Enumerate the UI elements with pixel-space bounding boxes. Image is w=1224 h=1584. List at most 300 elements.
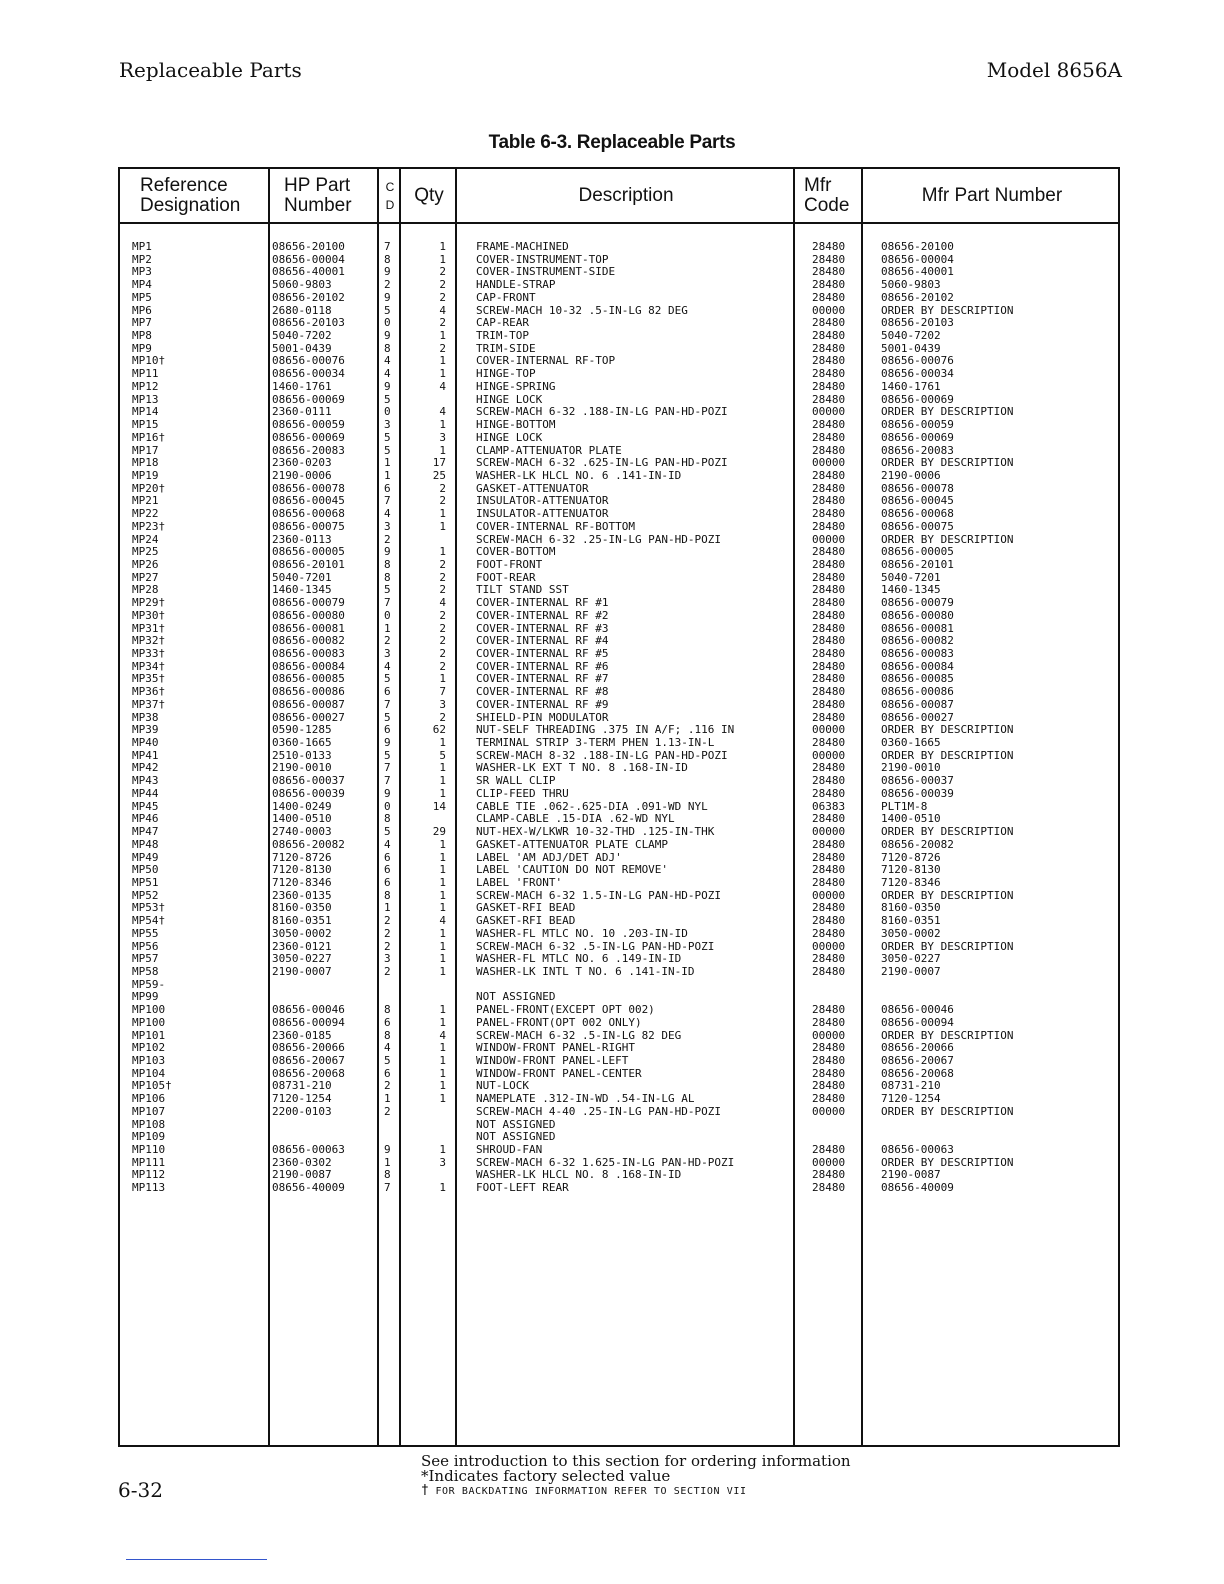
cell-mfr-part-number: 08656-00069 xyxy=(881,392,954,406)
cell-hp-part: 08656-00076 xyxy=(272,354,345,368)
cell-qty: 2 xyxy=(439,494,446,508)
cell-hp-part: 08656-20103 xyxy=(272,316,345,330)
cell-mfr-code: 00000 xyxy=(812,888,846,902)
cell-cd: 5 xyxy=(384,748,391,762)
cell-mfr-part-number: 08656-00027 xyxy=(881,710,954,724)
cell-description: SCREW-MACH 6-32 .5-IN-LG PAN-HD-POZI xyxy=(476,939,715,953)
cell-cd: 9 xyxy=(384,379,391,393)
cell-mfr-code: 00000 xyxy=(812,939,846,953)
cell-mfr-part-number: 08656-00078 xyxy=(881,481,954,495)
header-rule xyxy=(118,222,1120,224)
cell-cd: 6 xyxy=(384,685,391,699)
cell-cd: 5 xyxy=(384,710,391,724)
cell-description: HINGE-BOTTOM xyxy=(476,418,556,432)
cell-cd: 8 xyxy=(384,341,391,355)
cell-reference: MP4 xyxy=(132,278,152,292)
col-hp-part-number: HP Part Number xyxy=(284,174,352,216)
table-row xyxy=(118,699,1120,712)
cell-description: HANDLE-STRAP xyxy=(476,278,556,292)
table-row xyxy=(118,597,1120,610)
cell-cd: 4 xyxy=(384,837,391,851)
cell-cd: 6 xyxy=(384,481,391,495)
cell-hp-part: 8160-0350 xyxy=(272,901,332,915)
table-row xyxy=(118,928,1120,941)
cell-qty: 1 xyxy=(439,1066,446,1080)
cell-mfr-part-number: 08656-00046 xyxy=(881,1003,954,1017)
cell-mfr-code: 00000 xyxy=(812,303,846,317)
cell-reference: MP110 xyxy=(132,1143,166,1157)
running-header-model: Model 8656A xyxy=(986,58,1122,82)
table-row xyxy=(118,572,1120,585)
cell-description: COVER-INTERNAL RF #9 xyxy=(476,697,609,711)
cell-mfr-part-number: 08731-210 xyxy=(881,1079,941,1093)
table-row xyxy=(118,355,1120,368)
cell-description: SCREW-MACH 4-40 .25-IN-LG PAN-HD-POZI xyxy=(476,1104,722,1118)
cell-mfr-part-number: 5060-9803 xyxy=(881,278,941,292)
cell-hp-part: 08656-00045 xyxy=(272,494,345,508)
cell-mfr-part-number: 08656-20102 xyxy=(881,290,954,304)
cell-cd: 2 xyxy=(384,634,391,648)
cell-description: SCREW-MACH 8-32 .188-IN-LG PAN-HD-POZI xyxy=(476,748,728,762)
cell-reference: MP111 xyxy=(132,1155,166,1169)
table-row xyxy=(118,635,1120,648)
cell-qty: 1 xyxy=(439,252,446,266)
cell-qty: 1 xyxy=(439,1015,446,1029)
cell-reference: MP9 xyxy=(132,341,152,355)
table-row xyxy=(118,673,1120,686)
cell-hp-part: 3050-0227 xyxy=(272,952,332,966)
col-cd: C D xyxy=(385,179,395,212)
cell-mfr-part-number: ORDER BY DESCRIPTION xyxy=(881,1104,1014,1118)
cell-mfr-part-number: 08656-40001 xyxy=(881,265,954,279)
cell-qty: 2 xyxy=(439,557,446,571)
cell-cd: 2 xyxy=(384,926,391,940)
cell-description: COVER-INTERNAL RF #2 xyxy=(476,608,609,622)
footer-backdating-note: † FOR BACKDATING INFORMATION REFER TO SECTION VII xyxy=(421,1483,747,1498)
cell-hp-part: 08656-00069 xyxy=(272,392,345,406)
cell-mfr-code: 28480 xyxy=(812,621,846,635)
cell-hp-part: 2360-0135 xyxy=(272,888,332,902)
cell-reference: MP21 xyxy=(132,494,159,508)
cell-qty: 1 xyxy=(439,1181,446,1195)
cell-reference: MP3 xyxy=(132,265,152,279)
cell-mfr-part-number: 08656-00004 xyxy=(881,252,954,266)
cell-hp-part: 08656-00081 xyxy=(272,621,345,635)
cell-mfr-part-number: 2190-0006 xyxy=(881,468,941,482)
cell-mfr-code: 28480 xyxy=(812,875,846,889)
cell-description: WASHER-LK EXT T NO. 8 .168-IN-ID xyxy=(476,761,688,775)
cell-cd: 4 xyxy=(384,507,391,521)
row-group xyxy=(118,241,1120,305)
cell-reference: MP50 xyxy=(132,863,159,877)
table-row xyxy=(118,381,1120,394)
table-row xyxy=(118,266,1120,279)
cell-reference: MP57 xyxy=(132,952,159,966)
cell-qty: 1 xyxy=(439,1143,446,1157)
cell-description: COVER-INSTRUMENT-SIDE xyxy=(476,265,616,279)
cell-mfr-part-number: ORDER BY DESCRIPTION xyxy=(881,1155,1014,1169)
cell-mfr-part-number: 08656-20067 xyxy=(881,1054,954,1067)
cell-mfr-code: 28480 xyxy=(812,290,846,304)
cell-description: NUT-HEX-W/LKWR 10-32-THD .125-IN-THK xyxy=(476,825,715,839)
cell-cd: 9 xyxy=(384,265,391,279)
table-row xyxy=(118,495,1120,508)
cell-description: LABEL 'FRONT' xyxy=(476,875,563,889)
cell-reference: MP43 xyxy=(132,774,159,788)
cell-cd: 8 xyxy=(384,1028,391,1042)
cell-qty: 1 xyxy=(439,952,446,966)
table-row xyxy=(118,241,1120,254)
cell-mfr-code: 28480 xyxy=(812,1143,846,1157)
cell-mfr-part-number: 8160-0350 xyxy=(881,901,941,915)
cell-mfr-code: 28480 xyxy=(812,697,846,711)
table-row xyxy=(118,762,1120,775)
table-row xyxy=(118,305,1120,318)
cell-hp-part: 2190-0007 xyxy=(272,964,332,978)
cell-mfr-code: 28480 xyxy=(812,494,846,508)
cell-reference: MP100 xyxy=(132,1003,166,1017)
cell-hp-part: 0360-1665 xyxy=(272,736,332,750)
cell-reference: MP10† xyxy=(132,354,166,368)
cell-reference: MP44 xyxy=(132,786,159,800)
cell-reference: MP1 xyxy=(132,240,152,253)
cell-mfr-code: 28480 xyxy=(812,659,846,673)
cell-reference: MP39 xyxy=(132,723,159,737)
row-group xyxy=(118,686,1120,750)
cell-description: SHIELD-PIN MODULATOR xyxy=(476,710,609,724)
table-row xyxy=(118,546,1120,559)
table-row xyxy=(118,826,1120,839)
cell-hp-part: 08656-00039 xyxy=(272,786,345,800)
cell-cd: 9 xyxy=(384,545,391,559)
cell-hp-part: 08656-00079 xyxy=(272,596,345,610)
cell-mfr-code: 28480 xyxy=(812,1092,846,1106)
cell-qty: 1 xyxy=(439,964,446,978)
cell-cd: 9 xyxy=(384,736,391,750)
cell-mfr-code: 28480 xyxy=(812,1181,846,1195)
cell-hp-part: 08656-00086 xyxy=(272,685,345,699)
cell-description: NOT ASSIGNED xyxy=(476,1130,556,1144)
cell-mfr-code: 28480 xyxy=(812,379,846,393)
cell-qty: 25 xyxy=(432,468,446,482)
row-group xyxy=(118,1131,1120,1195)
row-group xyxy=(118,1004,1120,1068)
table-row xyxy=(118,292,1120,305)
cell-reference: MP56 xyxy=(132,939,159,953)
cell-mfr-code: 28480 xyxy=(812,570,846,584)
cell-hp-part: 08656-00085 xyxy=(272,672,345,686)
table-row xyxy=(118,1093,1120,1106)
cell-qty: 1 xyxy=(439,850,446,864)
cell-mfr-part-number: 3050-0227 xyxy=(881,952,941,966)
cell-reference: MP107 xyxy=(132,1104,166,1118)
cell-mfr-code: 28480 xyxy=(812,901,846,915)
cell-qty: 2 xyxy=(439,710,446,724)
table-row xyxy=(118,877,1120,890)
cell-hp-part: 08656-00005 xyxy=(272,545,345,559)
cell-description: NUT-SELF THREADING .375 IN A/F; .116 IN xyxy=(476,723,735,737)
cell-description: COVER-INTERNAL RF #3 xyxy=(476,621,609,635)
cell-mfr-part-number: 08656-20103 xyxy=(881,316,954,330)
cell-mfr-part-number: 08656-20066 xyxy=(881,1041,954,1055)
cell-description: LABEL 'CAUTION DO NOT REMOVE' xyxy=(476,863,669,877)
cell-hp-part: 08656-20100 xyxy=(272,240,345,253)
table-row xyxy=(118,483,1120,496)
cell-mfr-code: 00000 xyxy=(812,748,846,762)
cell-cd: 2 xyxy=(384,939,391,953)
cell-qty: 1 xyxy=(439,1054,446,1067)
cell-cd: 6 xyxy=(384,1066,391,1080)
cell-hp-part: 08656-20066 xyxy=(272,1041,345,1055)
cell-mfr-part-number: 3050-0002 xyxy=(881,926,941,940)
cell-qty: 1 xyxy=(439,354,446,368)
cell-reference: MP2 xyxy=(132,252,152,266)
cell-hp-part: 08656-00063 xyxy=(272,1143,345,1157)
table-row xyxy=(118,661,1120,674)
cell-hp-part: 2360-0185 xyxy=(272,1028,332,1042)
cell-mfr-part-number: 08656-00045 xyxy=(881,494,954,508)
cell-reference: MP112 xyxy=(132,1168,166,1182)
cell-mfr-code: 28480 xyxy=(812,837,846,851)
cell-reference: MP15 xyxy=(132,418,159,432)
cell-reference: MP30† xyxy=(132,608,166,622)
cell-description: INSULATOR-ATTENUATOR xyxy=(476,494,609,508)
cell-mfr-part-number: 08656-00079 xyxy=(881,596,954,610)
cell-reference: MP38 xyxy=(132,710,159,724)
cell-mfr-part-number: ORDER BY DESCRIPTION xyxy=(881,456,1014,470)
cell-description: COVER-INTERNAL RF-TOP xyxy=(476,354,616,368)
cell-mfr-part-number: ORDER BY DESCRIPTION xyxy=(881,405,1014,419)
cell-description: GASKET-RFI BEAD xyxy=(476,914,576,928)
cell-mfr-code: 28480 xyxy=(812,1054,846,1067)
cell-cd: 5 xyxy=(384,672,391,686)
cell-mfr-part-number: 5040-7201 xyxy=(881,570,941,584)
cell-qty: 2 xyxy=(439,583,446,597)
cell-hp-part: 08656-00059 xyxy=(272,418,345,432)
cell-description: NUT-LOCK xyxy=(476,1079,529,1093)
cell-hp-part: 08656-00094 xyxy=(272,1015,345,1029)
cell-mfr-code: 06383 xyxy=(812,799,846,813)
cell-mfr-code: 28480 xyxy=(812,545,846,559)
cell-mfr-part-number: 08656-00080 xyxy=(881,608,954,622)
cell-hp-part: 08656-00068 xyxy=(272,507,345,521)
cell-mfr-code: 28480 xyxy=(812,672,846,686)
cell-cd: 2 xyxy=(384,278,391,292)
table-row xyxy=(118,584,1120,597)
cell-description: INSULATOR-ATTENUATOR xyxy=(476,507,609,521)
running-header-section: Replaceable Parts xyxy=(119,58,302,82)
cell-qty: 2 xyxy=(439,265,446,279)
table-row xyxy=(118,279,1120,292)
cell-mfr-part-number: 08656-00037 xyxy=(881,774,954,788)
cell-reference: MP100 xyxy=(132,1015,166,1029)
cell-hp-part: 08656-00037 xyxy=(272,774,345,788)
cell-hp-part: 2360-0121 xyxy=(272,939,332,953)
table-row xyxy=(118,330,1120,343)
cell-mfr-code: 28480 xyxy=(812,1168,846,1182)
cell-reference: MP54† xyxy=(132,914,166,928)
cell-cd: 8 xyxy=(384,557,391,571)
cell-mfr-code: 28480 xyxy=(812,863,846,877)
table-row xyxy=(118,1106,1120,1119)
row-group xyxy=(118,1068,1120,1132)
cell-qty: 14 xyxy=(432,799,446,813)
cell-cd: 2 xyxy=(384,1079,391,1093)
cell-hp-part: 08656-40009 xyxy=(272,1181,345,1195)
cell-hp-part: 08656-00083 xyxy=(272,647,345,660)
col-description: Description xyxy=(578,184,674,206)
cell-hp-part: 2360-0113 xyxy=(272,532,332,546)
cell-hp-part: 08656-00034 xyxy=(272,367,345,381)
cell-qty: 2 xyxy=(439,481,446,495)
cell-description: WASHER-LK HLCL NO. 8 .168-IN-ID xyxy=(476,1168,682,1182)
cell-reference: MP6 xyxy=(132,303,152,317)
table-row xyxy=(118,686,1120,699)
cell-hp-part: 2190-0006 xyxy=(272,468,332,482)
cell-reference: MP99 xyxy=(132,990,159,1004)
cell-mfr-code: 28480 xyxy=(812,1066,846,1080)
cell-hp-part: 1400-0510 xyxy=(272,812,332,826)
cell-mfr-part-number: 7120-8130 xyxy=(881,863,941,877)
cell-qty: 4 xyxy=(439,1028,446,1042)
cell-mfr-part-number: 08656-20068 xyxy=(881,1066,954,1080)
cell-qty: 4 xyxy=(439,405,446,419)
cell-description: WASHER-FL MTLC NO. 10 .203-IN-ID xyxy=(476,926,688,940)
cell-cd: 8 xyxy=(384,888,391,902)
cell-cd: 9 xyxy=(384,290,391,304)
cell-cd: 8 xyxy=(384,252,391,266)
cell-reference: MP46 xyxy=(132,812,159,826)
cell-qty: 1 xyxy=(439,736,446,750)
cell-mfr-part-number: 08656-00069 xyxy=(881,430,954,444)
cell-qty: 1 xyxy=(439,1092,446,1106)
table-row xyxy=(118,648,1120,661)
cell-hp-part: 2740-0003 xyxy=(272,825,332,839)
cell-mfr-code: 28480 xyxy=(812,430,846,444)
cell-qty: 1 xyxy=(439,939,446,953)
cell-description: FOOT-FRONT xyxy=(476,557,543,571)
cell-hp-part: 5060-9803 xyxy=(272,278,332,292)
table-row xyxy=(118,343,1120,356)
cell-mfr-code: 00000 xyxy=(812,405,846,419)
cell-mfr-code: 28480 xyxy=(812,786,846,800)
cell-description: NAMEPLATE .312-IN-WD .54-IN-LG AL xyxy=(476,1092,695,1106)
cell-cd: 0 xyxy=(384,405,391,419)
cell-description: SHROUD-FAN xyxy=(476,1143,543,1157)
cell-description: CLAMP-CABLE .15-DIA .62-WD NYL xyxy=(476,812,675,826)
table-row xyxy=(118,1017,1120,1030)
table-row xyxy=(118,521,1120,534)
cell-hp-part: 08656-20068 xyxy=(272,1066,345,1080)
row-group xyxy=(118,368,1120,432)
cell-mfr-code: 28480 xyxy=(812,265,846,279)
cell-hp-part: 08656-20083 xyxy=(272,443,345,457)
cell-hp-part: 1400-0249 xyxy=(272,799,332,813)
cell-hp-part: 5040-7201 xyxy=(272,570,332,584)
cell-hp-part: 7120-8346 xyxy=(272,875,332,889)
cell-qty: 1 xyxy=(439,875,446,889)
cell-description: GASKET-ATTENUATOR xyxy=(476,481,589,495)
cell-qty: 1 xyxy=(439,837,446,851)
cell-mfr-part-number: 5040-7202 xyxy=(881,329,941,343)
cell-reference: MP23† xyxy=(132,519,166,533)
table-row xyxy=(118,737,1120,750)
cell-cd: 5 xyxy=(384,430,391,444)
cell-reference: MP28 xyxy=(132,583,159,597)
cell-mfr-part-number: 08656-20100 xyxy=(881,240,954,253)
table-row xyxy=(118,508,1120,521)
cell-description: GASKET-ATTENUATOR PLATE CLAMP xyxy=(476,837,669,851)
cell-description: COVER-INTERNAL RF #7 xyxy=(476,672,609,686)
cell-reference: MP102 xyxy=(132,1041,166,1055)
cell-cd: 5 xyxy=(384,392,391,406)
cell-mfr-part-number: 2190-0010 xyxy=(881,761,941,775)
cell-mfr-code: 28480 xyxy=(812,481,846,495)
cell-reference: MP58 xyxy=(132,964,159,978)
dagger-symbol: † xyxy=(421,1483,430,1498)
cell-reference: MP29† xyxy=(132,596,166,610)
cell-hp-part: 2200-0103 xyxy=(272,1104,332,1118)
cell-description: WASHER-FL MTLC NO. 6 .149-IN-ID xyxy=(476,952,682,966)
cell-reference: MP49 xyxy=(132,850,159,864)
cell-qty: 5 xyxy=(439,748,446,762)
cell-hp-part: 08656-20082 xyxy=(272,837,345,851)
cell-qty: 2 xyxy=(439,608,446,622)
cell-reference: MP105† xyxy=(132,1079,172,1093)
table-row xyxy=(118,368,1120,381)
cell-mfr-code: 28480 xyxy=(812,519,846,533)
cell-mfr-code: 28480 xyxy=(812,418,846,432)
cell-hp-part: 08656-00078 xyxy=(272,481,345,495)
cell-cd: 8 xyxy=(384,570,391,584)
cell-mfr-part-number: 2190-0087 xyxy=(881,1168,941,1182)
cell-hp-part: 2360-0302 xyxy=(272,1155,332,1169)
cell-qty: 2 xyxy=(439,621,446,635)
cell-qty: 2 xyxy=(439,634,446,648)
cell-description: PANEL-FRONT(EXCEPT OPT 002) xyxy=(476,1003,655,1017)
cell-mfr-code: 28480 xyxy=(812,1003,846,1017)
cell-description: LABEL 'AM ADJ/DET ADJ' xyxy=(476,850,622,864)
cell-reference: MP22 xyxy=(132,507,159,521)
table-row xyxy=(118,559,1120,572)
cell-reference: MP104 xyxy=(132,1066,166,1080)
cell-cd: 8 xyxy=(384,812,391,826)
cell-cd: 5 xyxy=(384,1054,391,1067)
cell-reference: MP48 xyxy=(132,837,159,851)
cell-mfr-code: 28480 xyxy=(812,583,846,597)
cell-mfr-part-number: 08656-00083 xyxy=(881,647,954,660)
cell-cd: 0 xyxy=(384,799,391,813)
cell-reference: MP26 xyxy=(132,557,159,571)
cell-reference: MP51 xyxy=(132,875,159,889)
table-row xyxy=(118,432,1120,445)
cell-qty: 1 xyxy=(439,443,446,457)
cell-mfr-code: 28480 xyxy=(812,634,846,648)
cell-mfr-part-number: 08656-00005 xyxy=(881,545,954,559)
cell-cd: 6 xyxy=(384,1015,391,1029)
cell-cd: 3 xyxy=(384,952,391,966)
cell-reference: MP36† xyxy=(132,685,166,699)
cell-mfr-code: 28480 xyxy=(812,647,846,660)
cell-description: WASHER-LK HLCL NO. 6 .141-IN-ID xyxy=(476,468,682,482)
cell-cd: 6 xyxy=(384,863,391,877)
cell-mfr-part-number: 08656-00063 xyxy=(881,1143,954,1157)
cell-mfr-part-number: 08656-00034 xyxy=(881,367,954,381)
cell-mfr-part-number: 08656-00068 xyxy=(881,507,954,521)
cell-description: CLAMP-ATTENUATOR PLATE xyxy=(476,443,622,457)
cell-mfr-code: 28480 xyxy=(812,710,846,724)
cell-qty: 1 xyxy=(439,888,446,902)
